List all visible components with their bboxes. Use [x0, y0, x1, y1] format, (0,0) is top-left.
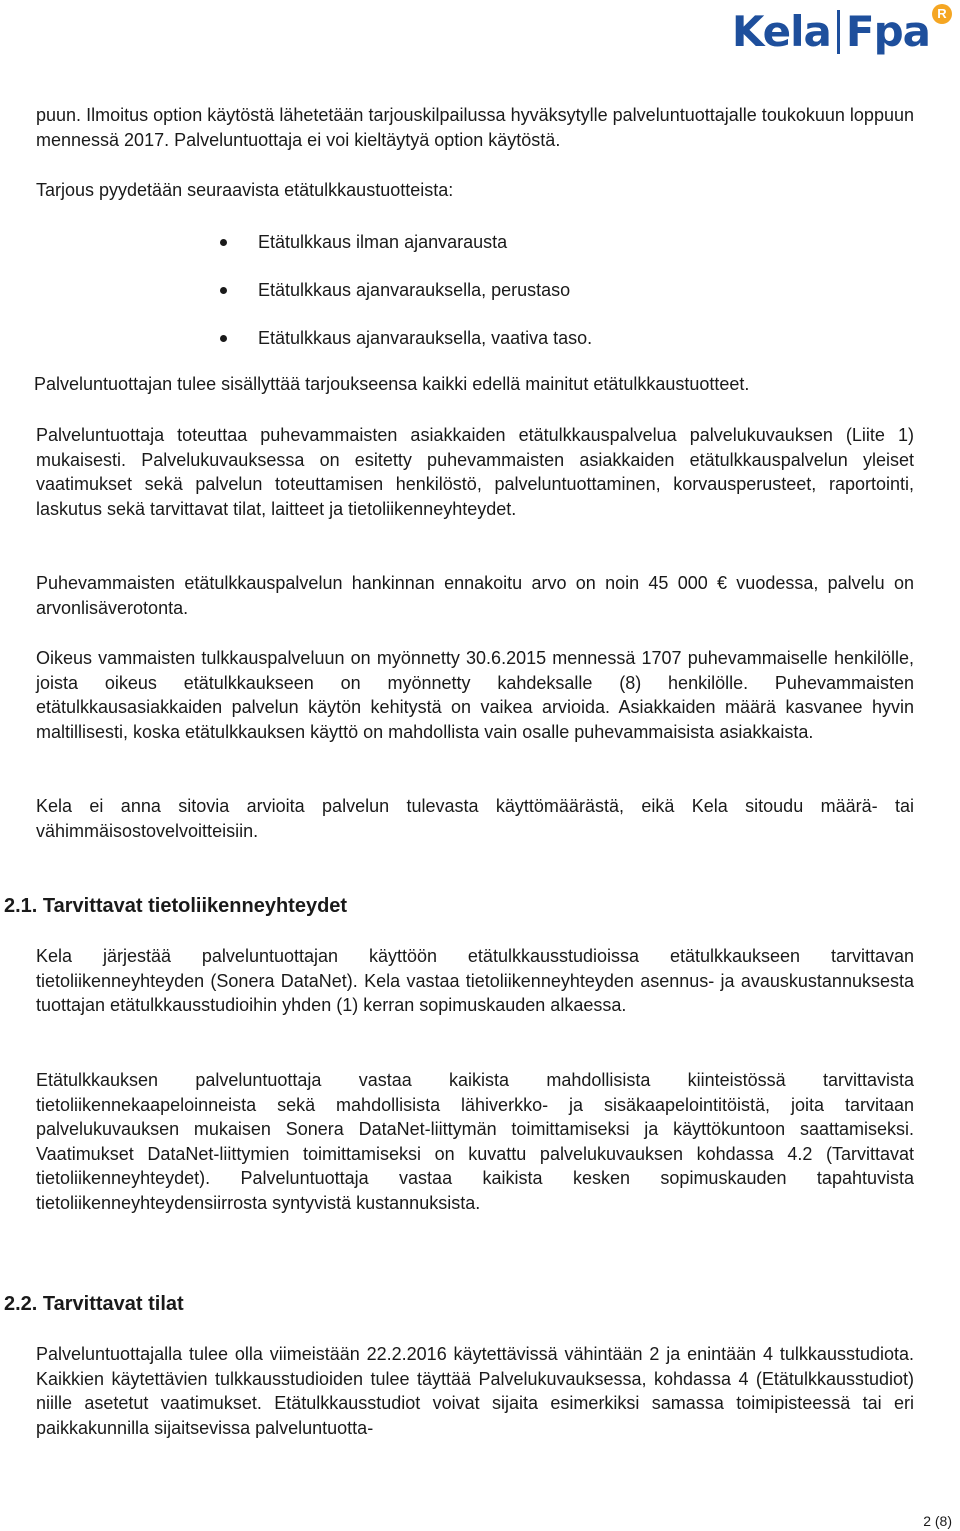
paragraph-no-commitment: Kela ei anna sitovia arvioita palvelun tulevasta käyttömäärästä, eikä Kela sitoudu määrä- tai vähimmäisostovelvoitteisiin. — [36, 796, 914, 841]
paragraph-tender-intro: Tarjous pyydetään seuraavista etätulkkaustuotteista: — [36, 180, 454, 200]
paragraph-studios: Palveluntuottajalla tulee olla viimeistään 22.2.2016 käytettävissä vähintään 2 ja enintään 4 tulkkausstudiota. Kaikkien käytettävien tulkkausstudioiden tulee täyttää Palvelukuvauksessa, kohdassa 4 (Etätulkkausstudiot) niille asetetut vaatimukset. Etätulkkausstudiot voivat sijaita esimerkiksi samassa toimipisteessä tai eri paikkakunnilla sijaitsevissa palveluntuotta- — [36, 1344, 914, 1438]
paragraph-entitlement: Oikeus vammaisten tulkkauspalveluun on myönnetty 30.6.2015 mennessä 1707 puhevammaiselle henkilölle, joista oikeus etätulkkaukseen on myönnetty kahdeksalle (8) henkilölle. Puhevammaisten etätulkkausasiakkaiden palvelun käytön kehitystä on vaikea arvioida. Asiakkaiden määrä kasvanee hyvin maltillisesti, koska etätulkkauksen käyttö on mahdollista vain osalle puhevammaisista asiakkaista. — [36, 648, 914, 742]
logo-badge-icon: R — [932, 4, 952, 24]
bullet-item: Etätulkkaus ajanvarauksella, perustaso — [258, 280, 571, 300]
paragraph-include-all: Palveluntuottajan tulee sisällyttää tarjoukseensa kaikki edellä mainitut etätulkkaustuotteet. — [34, 374, 750, 394]
paragraph-datanet-provision: Kela järjestää palveluntuottajan käyttöön etätulkkausstudioissa etätulkkaukseen tarvittavan tietoliikenneyhteyden (Sonera DataNet). Kela vastaa tietoliikenneyhteyden asennus- ja avauskustannuksesta tuottajan etätulkkausstudioihin yhden (1) kerran sopimuskauden alkaessa. — [36, 946, 914, 1016]
paragraph-estimated-value: Puhevammaisten etätulkkauspalvelun hankinnan ennakoitu arvo on noin 45 000 € vuodessa, palvelu on arvonlisäverotonta. — [36, 573, 914, 618]
section-heading-2-2: 2.2. Tarvittavat tilat — [4, 1293, 184, 1315]
bullet-item: Etätulkkaus ilman ajanvarausta — [258, 232, 508, 252]
logo-text-fpa: Fpa — [845, 7, 930, 56]
paragraph-cabling-responsibility: Etätulkkauksen palveluntuottaja vastaa kaikista mahdollisista kiinteistössä tarvittavista tietoliikennekaapeloinneista sekä mahdollisista lähiverkko- ja sisäkaapelointitöistä, joita tarvitaan palvelukuvauksen mukaisen Sonera DataNet-liittymän toimittamiseksi ja käyttökuntoon saattamiseksi. Vaatimukset DataNet-liittymien toimittamiseksi on kuvattu palvelukuvauksen kohdassa 4.2 (Tarvittavat tietoliikenneyhteydet). Palveluntuottaja vastaa kaikista kesken sopimuskauden tapahtuvista tietoliikenneyhteydensiirrosta syntyvistä kustannuksista. — [36, 1070, 914, 1213]
logo-text-kela: Kela — [731, 7, 831, 56]
page-number: 2 (8) — [923, 1513, 952, 1529]
paragraph-service-description: Palveluntuottaja toteuttaa puhevammaisten asiakkaiden etätulkkauspalvelua palvelukuvauksen (Liite 1) mukaisesti. Palvelukuvauksessa on esitetty puhevammaisten asiakkaiden etätulkkauspalvelun yleiset vaatimukset sekä palvelun toteuttamisen henkilöstö, palveluntuottaminen, korvausperusteet, raportointi, laskutus sekä tarvittavat tilat, laitteet ja tietoliikenneyhteydet. — [36, 425, 914, 519]
logo-separator — [837, 10, 840, 54]
kela-fpa-logo — [732, 4, 952, 60]
paragraph-option-notice: puun. Ilmoitus option käytöstä lähetetään tarjouskilpailussa hyväksytylle palveluntuottajalle toukokuun loppuun mennessä 2017. Palveluntuottaja ei voi kieltäytyä option käytöstä. — [36, 105, 914, 150]
section-heading-2-1: 2.1. Tarvittavat tietoliikenneyhteydet — [4, 895, 348, 917]
bullet-item: Etätulkkaus ajanvarauksella, vaativa taso. — [258, 328, 593, 348]
